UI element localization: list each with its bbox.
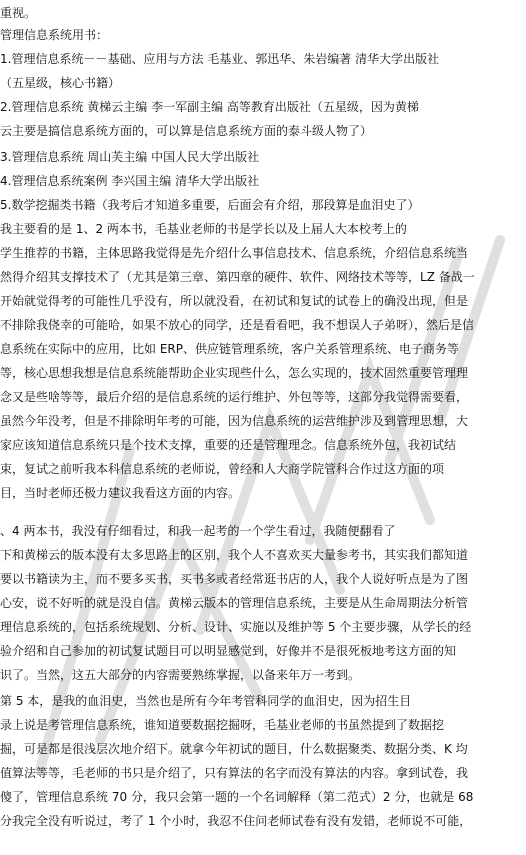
text-line: 我主要看的是 1、2 两本书，毛基业老师的书是学长以及上届人大本校考上的 (0, 222, 407, 236)
text-line: 等，核心思想我想是信息系统能帮助企业实现些什么，怎么实现的，技术固然重要管理理 (0, 366, 469, 380)
text-line: 值算法等等，毛老师的书只是介绍了，只有算法的名字而没有算法的内容。拿到试卷，我 (0, 766, 469, 780)
text-line: 掘，可是都是很浅层次地介绍下。就拿今年初试的题目，什么数据聚类、数据分类、K 均 (0, 742, 468, 756)
text-line: 录上说是考管理信息系统，谁知道要数据挖掘呀，毛基业老师的书虽然提到了数据挖 (0, 718, 445, 732)
text-line: 不排除我侥幸的可能哈，如果不放心的同学，还是看看吧，我不想误人子弟呀），然后是信 (0, 318, 475, 332)
text-line: 识了。当然，这五大部分的内容需要熟练掌握，以备来年万一考到。 (0, 668, 361, 682)
text-line: 心安，说不好听的就是没自信。黄梯云版本的管理信息系统，主要是从生命周期法分析管 (0, 596, 469, 610)
text-line: 要以书籍读为主，而不要多买书，买书多或者经常逛书店的人，我个人说好听点是为了图 (0, 572, 469, 586)
text-line: 分我完全没有听说过，考了 1 个小时，我忍不住问老师试卷有没有发错，老师说不可能， (0, 814, 472, 828)
text-line: 3.管理信息系统 周山芙主编 中国人民大学出版社 (0, 150, 260, 164)
text-line: （五星级，核心书籍） (0, 76, 121, 90)
text-line: 理信息系统的，包括系统规划、分析、设计、实施以及维护等 5 个主要步骤，从学长的经 (0, 620, 472, 634)
text-line: 学生推荐的书籍，主体思路我觉得是先介绍什么事信息技术、信息系统，介绍信息系统当 (0, 246, 469, 260)
text-line: 云主要是搞信息系统方面的，可以算是信息系统方面的泰斗级人物了） (0, 124, 373, 138)
text-line: 念又是些啥等等，最后介绍的是信息系统的运行维护、外包等等，这部分我觉得需要看， (0, 390, 469, 404)
text-line: 5.数学挖掘类书籍（我考后才知道多重要，后面会有介绍，那段算是血泪史了） (0, 198, 420, 212)
text-line: 下和黄梯云的版本没有太多思路上的区别，我个人不喜欢买大量参考书，其实我们都知道 (0, 548, 469, 562)
text-line: 4.管理信息系统案例 李兴国主编 清华大学出版社 (0, 174, 260, 188)
text-line: 傻了，管理信息系统 70 分，我只会第一题的一个名词解释（第二范式）2 分，也就是 68 (0, 790, 474, 804)
text-line: 束，复试之前听我本科信息系统的老师说，曾经和人大商学院管科合作过这方面的项 (0, 462, 445, 476)
text-line: 验介绍和自己参加的初试复试题目可以明显感觉到，好像并不是很死板地考这方面的知 (0, 644, 457, 658)
text-line: 息系统在实际中的应用，比如 ERP、供应链管理系统，客户关系管理系统、电子商务等 (0, 342, 459, 356)
text-line: 家应该知道信息系统只是个技术支撑，重要的还是管理理念。信息系统外包，我初试结 (0, 438, 457, 452)
text-line: 1.管理信息系统－－基础、应用与方法 毛基业、郭迅华、朱岩编著 清华大学出版社 (0, 52, 440, 66)
text-line: 开始就觉得考的可能性几乎没有，所以就没看，在初试和复试的试卷上的确没出现，但是 (0, 294, 469, 308)
text-line: 第 5 本，是我的血泪史，当然也是所有今年考管科同学的血泪史，因为招生目 (0, 694, 412, 708)
text-line: 2.管理信息系统 黄梯云主编 李一军副主编 高等教育出版社（五星级，因为黄梯 (0, 100, 419, 114)
text-line: 、4 两本书，我没有仔细看过，和我一起考的一个学生看过，我随便翻看了 (0, 524, 396, 538)
text-line: 重视。 (0, 6, 37, 20)
text-line: 管理信息系统用书： (0, 28, 109, 42)
text-line: 虽然今年没考，但是不排除明年考的可能，因为信息系统的运营维护涉及到管理思想，大 (0, 414, 469, 428)
text-line: 目，当时老师还极力建议我看这方面的内容。 (0, 486, 241, 500)
text-line: 然得介绍其支撑技术了（尤其是第三章、第四章的硬件、软件、网络技术等等，LZ 备战一 (0, 270, 475, 284)
